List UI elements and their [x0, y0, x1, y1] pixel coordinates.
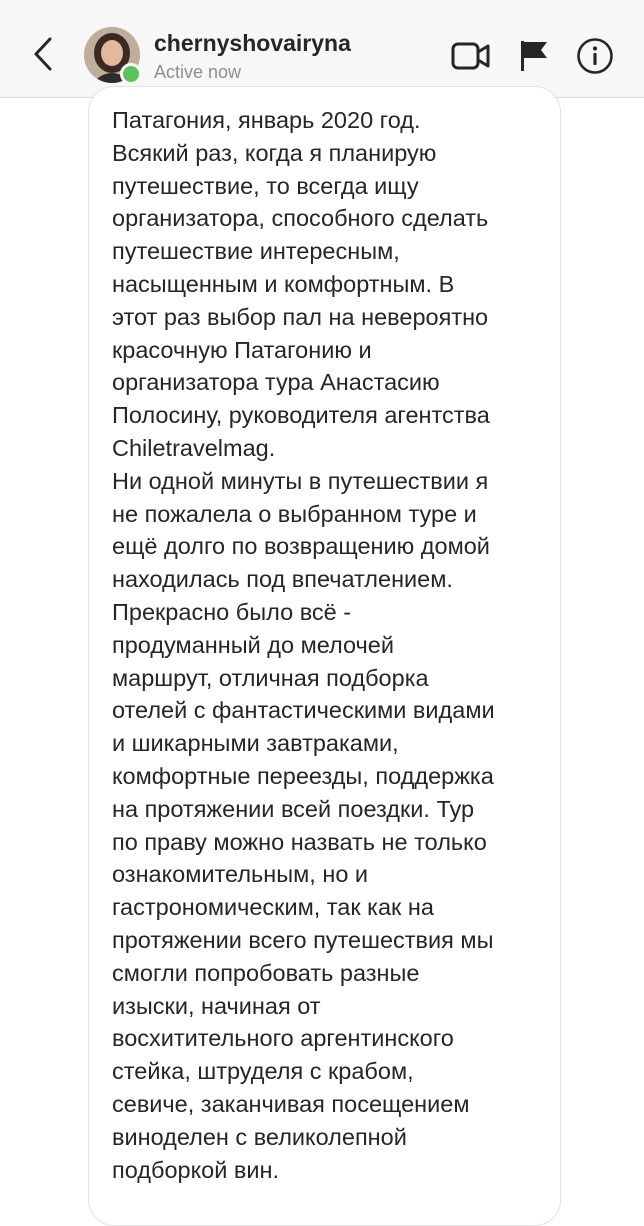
info-button[interactable] [574, 36, 616, 76]
video-call-button[interactable] [450, 36, 492, 76]
active-status: Active now [154, 62, 242, 82]
online-indicator [120, 63, 142, 85]
avatar[interactable] [84, 27, 140, 83]
message-paragraph: Патагония, январь 2020 год. [112, 107, 421, 133]
chat-header [0, 0, 644, 98]
username[interactable]: chernyshovairyna [154, 30, 351, 56]
flag-icon [519, 39, 549, 73]
message-paragraph: Всякий раз, когда я планирую путешествие, то всегда ищу организатора, способного сделать путешествие интересным, насыщенным и комфортным. В этот раз выбор пал на невероятно красочную Патагонию и организатора тура Анастасию Полосину, руководителя агентства Chiletravelmag. [112, 139, 490, 461]
info-icon [576, 37, 614, 75]
back-button[interactable] [28, 34, 58, 74]
report-button[interactable] [516, 36, 552, 76]
video-camera-icon [451, 41, 491, 71]
message-paragraph: Ни одной минуты в путешествии я не пожалела о выбранном туре и ещё долго по возвращению домой находилась под впечатлением. Прекрасно было всё - продуманный до мелочей маршрут, отличная подборка отелей с фантастическими видами и шикарными завтраками, комфортные переезды, поддержка на протяжении всей поездки. Тур по праву можно назвать не только ознакомительным, но и гастрономическим, так как на протяжении всего путешествия мы смогли попробовать разные изыски, начиная от восхитительного аргентинского стейка, штруделя с крабом, севиче, заканчивая посещением виноделен с великолепной подборкой вин. [112, 467, 495, 1183]
chevron-left-icon [32, 36, 54, 72]
message-text [112, 104, 552, 1186]
